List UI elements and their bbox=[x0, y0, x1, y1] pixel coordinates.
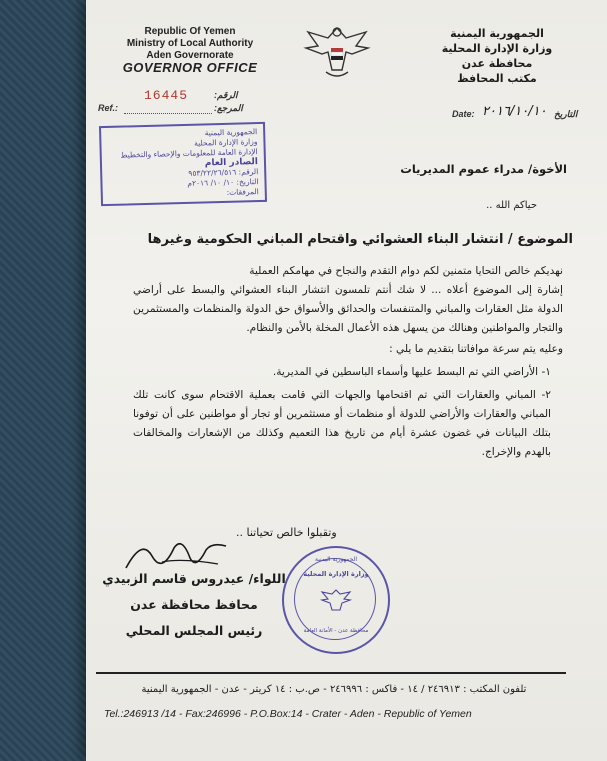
header-ar-line3: محافظة عدن bbox=[461, 57, 533, 70]
seal-eagle-icon bbox=[320, 586, 352, 620]
stamp-line1: الجمهورية اليمنية bbox=[204, 127, 258, 138]
stamp-line3: الإدارة العامة للمعلومات والإحصاء والتخطيط bbox=[120, 147, 258, 160]
header-en-line2: Ministry of Local Authority bbox=[126, 38, 254, 49]
seal-line3: محافظة عدن - الأمانة العامة bbox=[303, 628, 369, 634]
ref-line bbox=[124, 113, 212, 114]
date-label-en: Date: bbox=[452, 109, 475, 119]
ref-label: Ref.: bbox=[98, 103, 118, 113]
addressee: الأخوة/ مدراء عموم المديريات bbox=[400, 162, 567, 176]
footer-divider bbox=[96, 672, 566, 674]
header-english bbox=[110, 26, 270, 74]
closing-line: وتقبلوا خالص تحياتنا .. bbox=[236, 526, 337, 539]
list-item-2: ٢- المباني والعقارات التي تم اقتحامها والجهات التي قامت بعملية الاقتحام سوى كانت تلك المباني والعقارات والأراضي للدولة أو منظمات أو مستثمرين أو تجار أو مواطنين على أن توفونا بتلك البيانات في غضون عشرة أيام من تاريخ هذا التعميم وكذلك من الإشعارات والمخالفات بالهدم والإخراج. bbox=[133, 389, 551, 458]
header-arabic bbox=[432, 26, 562, 86]
signatory-title-1: محافظ محافظة عدن bbox=[130, 597, 258, 612]
stamp-line4: الصادر العام bbox=[204, 157, 259, 169]
header-ar-line2: وزارة الإدارة المحلية bbox=[441, 42, 553, 55]
registry-stamp bbox=[99, 122, 267, 206]
reference-number: 16445 bbox=[144, 88, 189, 103]
header-en-line3: Aden Governorate bbox=[146, 50, 234, 61]
header-en-line1: Republic Of Yemen bbox=[144, 26, 236, 37]
greeting: حياكم الله .. bbox=[486, 200, 537, 211]
stamp-line2: وزارة الإدارة المحلية bbox=[194, 137, 258, 148]
stamp-line7: المرفقات: bbox=[226, 187, 259, 197]
header-en-line4: GOVERNOR OFFICE bbox=[122, 60, 258, 75]
date-label-ar: التاريخ bbox=[554, 109, 578, 119]
stamp-line5: الرقم: ٩٥٣/٢٢/٢٦/٥١٦ bbox=[188, 167, 259, 178]
paragraph-1: نهديكم خالص التحايا متمنين لكم دوام التقدم والنجاح في مهامكم العملية bbox=[249, 265, 563, 277]
paragraph-2: إشارة إلى الموضوع أعلاه ... لا شك أنتم تلمسون انتشار البناء العشوائي والبسط على أراضي الدولة مثل العقارات والمباني والمتنفسات والحدائق والأسواق حق الدولة والمنظمات والمستثمرين والتجار والمواطنين وهنالك من يسهل هذه الأعمال المخلة بالأمن والنظام. bbox=[133, 284, 563, 334]
letter-body bbox=[133, 262, 563, 462]
signature-block bbox=[94, 566, 294, 644]
paragraph-3: وعليه يتم سرعة موافاتنا بتقديم ما يلي : bbox=[389, 343, 563, 355]
footer-arabic: تلفون المكتب : ٢٤٦٩١٣ / ١٤ - فاكس : ٢٤٦٩٩٦ - ص.ب : ١٤ كريتر - عدن - الجمهورية اليمنية bbox=[141, 684, 527, 695]
eagle-emblem-icon bbox=[302, 18, 372, 88]
seal-line2: وزارة الإدارة المحلية bbox=[303, 570, 369, 578]
ref-label-ar: المرجع: bbox=[214, 103, 243, 113]
letter-paper bbox=[86, 0, 607, 761]
header-ar-line4: مكتب المحافظ bbox=[457, 72, 537, 85]
subject-line: الموضوع / انتشار البناء العشوائي واقتحام المباني الحكومية وغيرها bbox=[147, 232, 573, 247]
official-seal bbox=[282, 546, 390, 654]
header-ar-line1: الجمهورية اليمنية bbox=[450, 27, 544, 40]
stamp-line6: التاريخ: ١٠/ ١٠/ ٢٠١٦م bbox=[187, 177, 259, 188]
footer-english: Tel.:246913 /14 - Fax:246996 - P.O.Box:14 - Crater - Aden - Republic of Yemen bbox=[104, 708, 472, 720]
signatory-name: اللواء/ عيدروس قاسم الزبيدي bbox=[102, 571, 286, 586]
number-label-ar: الرقم: bbox=[214, 90, 238, 100]
signatory-title-2: رئيس المجلس المحلي bbox=[125, 623, 263, 638]
seal-line1: الجمهورية اليمنية bbox=[314, 556, 357, 563]
list-item-1: ١- الأراضي التي تم البسط عليها وأسماء الباسطين في المديرية. bbox=[272, 366, 551, 378]
date-value: ٢٠١٦/١٠/١٠ bbox=[482, 104, 547, 119]
